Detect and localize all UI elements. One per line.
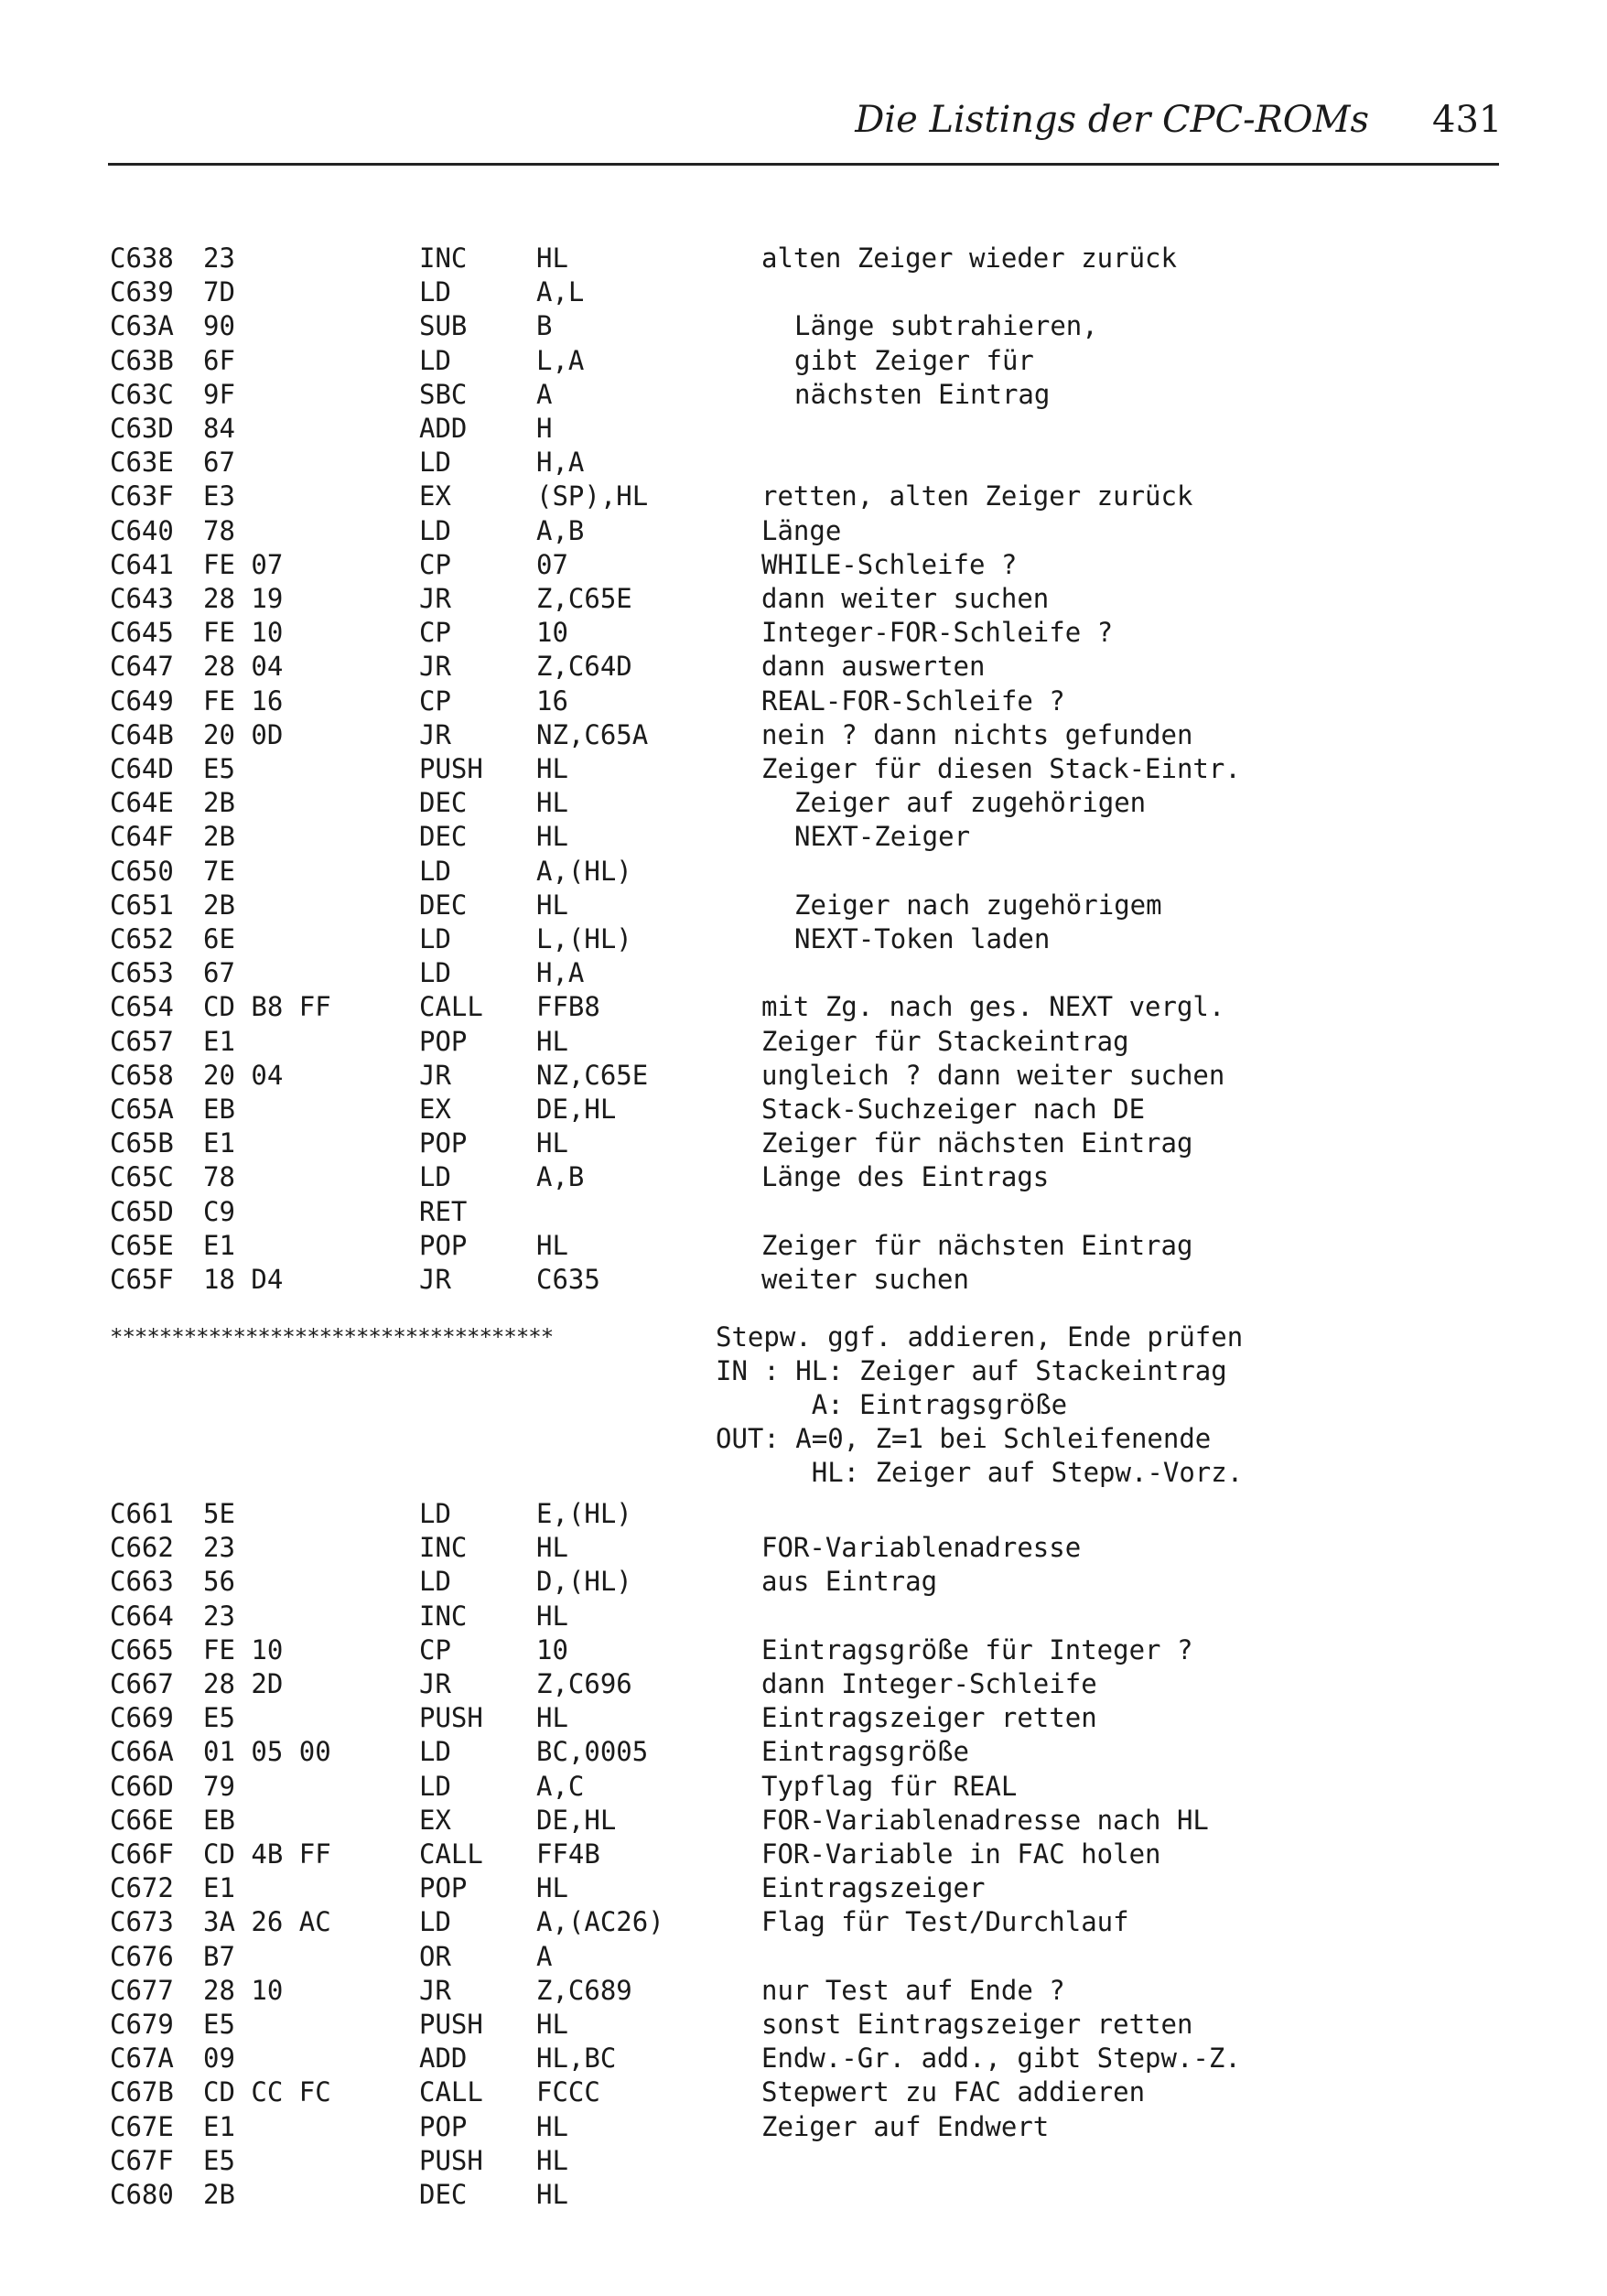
mnemonic: OR — [419, 1940, 451, 1972]
opcode-bytes: 23 — [203, 243, 235, 274]
mnemonic: CP — [419, 1633, 451, 1665]
opcode-bytes: E5 — [203, 1702, 235, 1734]
operand: H — [536, 413, 553, 444]
operand: E,(HL) — [536, 1498, 632, 1529]
address: C639 — [110, 276, 174, 308]
operand: HL — [536, 787, 568, 819]
address: C64B — [110, 718, 174, 750]
address: C667 — [110, 1668, 174, 1699]
opcode-bytes: 2B — [203, 2179, 235, 2210]
comment: Zeiger für nächsten Eintrag — [761, 1229, 1193, 1261]
operand: A,B — [536, 1161, 585, 1193]
mnemonic: LD — [419, 447, 451, 479]
mnemonic: EX — [419, 1094, 451, 1125]
operand: HL — [536, 1532, 568, 1564]
address: C680 — [110, 2179, 174, 2210]
operand: A — [536, 378, 553, 410]
operand: A,(AC26) — [536, 1906, 664, 1938]
address: C657 — [110, 1025, 174, 1057]
mnemonic: DEC — [419, 889, 468, 921]
comment: Endw.-Gr. add., gibt Stepw.-Z. — [761, 2043, 1241, 2075]
comment: REAL-FOR-Schleife ? — [761, 684, 1065, 717]
mnemonic: LD — [419, 923, 451, 954]
address: C64D — [110, 753, 174, 784]
operand: HL — [536, 1600, 568, 1632]
opcode-bytes: 6E — [203, 923, 235, 954]
address: C647 — [110, 651, 174, 683]
operand: FCCC — [536, 2076, 600, 2108]
address: C63F — [110, 480, 174, 512]
comment: Länge des Eintrags — [761, 1161, 1050, 1193]
mnemonic: LD — [419, 1498, 451, 1529]
section-separator-stars: ************************************ — [110, 1324, 554, 1350]
routine-description: Stepw. ggf. addieren, Ende prüfen — [716, 1321, 1244, 1353]
opcode-bytes: 09 — [203, 2043, 235, 2075]
comment: Typflag für REAL — [761, 1770, 1018, 1802]
operand: Z,C696 — [536, 1668, 632, 1699]
address: C673 — [110, 1906, 174, 1938]
comment: Flag für Test/Durchlauf — [761, 1906, 1129, 1938]
operand: H,A — [536, 957, 585, 989]
address: C65E — [110, 1229, 174, 1261]
address: C661 — [110, 1498, 174, 1529]
comment: retten, alten Zeiger zurück — [761, 480, 1193, 512]
opcode-bytes: 2B — [203, 821, 235, 853]
comment: NEXT-Zeiger — [794, 821, 971, 853]
comment: Integer-FOR-Schleife ? — [761, 617, 1114, 649]
opcode-bytes: 78 — [203, 1161, 235, 1193]
comment: Stack-Suchzeiger nach DE — [761, 1094, 1146, 1125]
operand: FF4B — [536, 1838, 600, 1870]
address: C66A — [110, 1736, 174, 1768]
operand: DE,HL — [536, 1094, 617, 1125]
opcode-bytes: 9F — [203, 378, 235, 410]
mnemonic: DEC — [419, 2179, 468, 2210]
address: C63E — [110, 447, 174, 479]
operand: HL — [536, 2144, 568, 2176]
comment: Eintragsgröße für Integer ? — [761, 1633, 1193, 1665]
operand: L,A — [536, 344, 585, 376]
mnemonic: POP — [419, 1025, 468, 1057]
mnemonic: JR — [419, 718, 451, 750]
operand: HL — [536, 1229, 568, 1261]
address: C658 — [110, 1059, 174, 1091]
page-number: 431 — [1432, 99, 1503, 141]
mnemonic: CALL — [419, 991, 483, 1023]
address: C65F — [110, 1264, 174, 1295]
operand: Z,C65E — [536, 583, 632, 614]
mnemonic: JR — [419, 651, 451, 683]
address: C66F — [110, 1838, 174, 1870]
comment: sonst Eintragszeiger retten — [761, 2009, 1193, 2040]
opcode-bytes: C9 — [203, 1195, 235, 1227]
mnemonic: EX — [419, 1804, 451, 1836]
operand: HL — [536, 2179, 568, 2210]
opcode-bytes: 18 D4 — [203, 1264, 284, 1295]
opcode-bytes: FE 07 — [203, 548, 284, 580]
operand: HL — [536, 821, 568, 853]
comment: WHILE-Schleife ? — [761, 548, 1018, 580]
address: C664 — [110, 1600, 174, 1632]
address: C665 — [110, 1633, 174, 1665]
comment: Eintragszeiger — [761, 1872, 986, 1904]
mnemonic: POP — [419, 1229, 468, 1261]
mnemonic: JR — [419, 1974, 451, 2006]
mnemonic: JR — [419, 583, 451, 614]
mnemonic: LD — [419, 276, 451, 308]
opcode-bytes: 67 — [203, 957, 235, 989]
mnemonic: LD — [419, 957, 451, 989]
opcode-bytes: 20 0D — [203, 718, 284, 750]
address: C638 — [110, 243, 174, 274]
comment: Zeiger für diesen Stack-Eintr. — [761, 753, 1241, 784]
address: C643 — [110, 583, 174, 614]
operand: A — [536, 1940, 553, 1972]
comment: Länge — [761, 514, 842, 546]
address: C66D — [110, 1770, 174, 1802]
operand: L,(HL) — [536, 923, 632, 954]
address: C67B — [110, 2076, 174, 2108]
opcode-bytes: E1 — [203, 2110, 235, 2142]
comment: weiter suchen — [761, 1264, 969, 1295]
comment: ungleich ? dann weiter suchen — [761, 1059, 1225, 1091]
address: C650 — [110, 855, 174, 887]
operand: D,(HL) — [536, 1566, 632, 1598]
operand: Z,C64D — [536, 651, 632, 683]
opcode-bytes: 2B — [203, 889, 235, 921]
mnemonic: CP — [419, 548, 451, 580]
mnemonic: JR — [419, 1668, 451, 1699]
mnemonic: LD — [419, 514, 451, 546]
opcode-bytes: E3 — [203, 480, 235, 512]
operand: HL — [536, 1702, 568, 1734]
address: C641 — [110, 548, 174, 580]
opcode-bytes: 3A 26 AC — [203, 1906, 331, 1938]
opcode-bytes: 67 — [203, 447, 235, 479]
comment: dann weiter suchen — [761, 583, 1050, 614]
mnemonic: CP — [419, 617, 451, 649]
mnemonic: POP — [419, 1127, 468, 1159]
operand: HL — [536, 1872, 568, 1904]
opcode-bytes: 79 — [203, 1770, 235, 1802]
comment: aus Eintrag — [761, 1566, 938, 1598]
operand: 10 — [536, 617, 568, 649]
comment: nächsten Eintrag — [794, 378, 1051, 410]
page-header-title: Die Listings der CPC-ROMs — [855, 99, 1369, 141]
operand: B — [536, 310, 553, 342]
operand: HL — [536, 753, 568, 784]
address: C67A — [110, 2043, 174, 2075]
address: C67F — [110, 2144, 174, 2176]
mnemonic: RET — [419, 1195, 468, 1227]
operand: DE,HL — [536, 1804, 617, 1836]
mnemonic: EX — [419, 480, 451, 512]
mnemonic: LD — [419, 344, 451, 376]
operand: A,L — [536, 276, 585, 308]
mnemonic: POP — [419, 2110, 468, 2142]
comment: dann Integer-Schleife — [761, 1668, 1097, 1699]
address: C66E — [110, 1804, 174, 1836]
mnemonic: CALL — [419, 2076, 483, 2108]
mnemonic: CALL — [419, 1838, 483, 1870]
address: C651 — [110, 889, 174, 921]
opcode-bytes: 28 19 — [203, 583, 284, 614]
mnemonic: PUSH — [419, 2144, 483, 2176]
mnemonic: ADD — [419, 413, 468, 444]
comment: Eintragsgröße — [761, 1736, 969, 1768]
address: C672 — [110, 1872, 174, 1904]
address: C676 — [110, 1940, 174, 1972]
opcode-bytes: E5 — [203, 753, 235, 784]
comment: Zeiger nach zugehörigem — [794, 889, 1162, 921]
comment: gibt Zeiger für — [794, 344, 1034, 376]
opcode-bytes: 7D — [203, 276, 235, 308]
address: C65B — [110, 1127, 174, 1159]
mnemonic: LD — [419, 1906, 451, 1938]
opcode-bytes: FE 16 — [203, 684, 284, 717]
mnemonic: PUSH — [419, 1702, 483, 1734]
address: C654 — [110, 991, 174, 1023]
address: C63D — [110, 413, 174, 444]
comment: Stepwert zu FAC addieren — [761, 2076, 1146, 2108]
comment: Zeiger auf zugehörigen — [794, 787, 1147, 819]
address: C663 — [110, 1566, 174, 1598]
comment: nur Test auf Ende ? — [761, 1974, 1065, 2006]
mnemonic: POP — [419, 1872, 468, 1904]
operand: A,(HL) — [536, 855, 632, 887]
mnemonic: LD — [419, 855, 451, 887]
opcode-bytes: 28 04 — [203, 651, 284, 683]
mnemonic: LD — [419, 1566, 451, 1598]
mnemonic: SUB — [419, 310, 468, 342]
comment: alten Zeiger wieder zurück — [761, 243, 1177, 274]
mnemonic: JR — [419, 1264, 451, 1295]
routine-output-spec: OUT: A=0, Z=1 bei Schleifenende — [716, 1423, 1212, 1454]
operand: (SP),HL — [536, 480, 649, 512]
opcode-bytes: E1 — [203, 1127, 235, 1159]
mnemonic: SBC — [419, 378, 468, 410]
comment: Zeiger auf Endwert — [761, 2110, 1050, 2142]
comment: Zeiger für nächsten Eintrag — [761, 1127, 1193, 1159]
operand: A,C — [536, 1770, 585, 1802]
opcode-bytes: E1 — [203, 1229, 235, 1261]
address: C679 — [110, 2009, 174, 2040]
opcode-bytes: B7 — [203, 1940, 235, 1972]
address: C649 — [110, 684, 174, 717]
mnemonic: INC — [419, 1532, 468, 1564]
address: C662 — [110, 1532, 174, 1564]
opcode-bytes: 28 2D — [203, 1668, 284, 1699]
opcode-bytes: EB — [203, 1094, 235, 1125]
opcode-bytes: 56 — [203, 1566, 235, 1598]
comment: FOR-Variablenadresse — [761, 1532, 1082, 1564]
opcode-bytes: E1 — [203, 1872, 235, 1904]
address: C65D — [110, 1195, 174, 1227]
mnemonic: ADD — [419, 2043, 468, 2075]
mnemonic: JR — [419, 1059, 451, 1091]
opcode-bytes: EB — [203, 1804, 235, 1836]
address: C64F — [110, 821, 174, 853]
operand: FFB8 — [536, 991, 600, 1023]
operand: HL — [536, 2009, 568, 2040]
address: C653 — [110, 957, 174, 989]
routine-output-spec-2: HL: Zeiger auf Stepw.-Vorz. — [716, 1457, 1244, 1488]
address: C63C — [110, 378, 174, 410]
opcode-bytes: 84 — [203, 413, 235, 444]
address: C669 — [110, 1702, 174, 1734]
mnemonic: LD — [419, 1161, 451, 1193]
operand: HL — [536, 243, 568, 274]
mnemonic: PUSH — [419, 2009, 483, 2040]
comment: Zeiger für Stackeintrag — [761, 1025, 1129, 1057]
mnemonic: DEC — [419, 821, 468, 853]
opcode-bytes: CD 4B FF — [203, 1838, 331, 1870]
comment: nein ? dann nichts gefunden — [761, 718, 1193, 750]
comment: mit Zg. nach ges. NEXT vergl. — [761, 991, 1225, 1023]
mnemonic: PUSH — [419, 753, 483, 784]
comment: Eintragszeiger retten — [761, 1702, 1097, 1734]
opcode-bytes: FE 10 — [203, 1633, 284, 1665]
opcode-bytes: 5E — [203, 1498, 235, 1529]
address: C65A — [110, 1094, 174, 1125]
opcode-bytes: 01 05 00 — [203, 1736, 331, 1768]
routine-input-spec: IN : HL: Zeiger auf Stackeintrag — [716, 1355, 1227, 1386]
routine-input-spec-2: A: Eintragsgröße — [716, 1389, 1068, 1420]
address: C645 — [110, 617, 174, 649]
operand: NZ,C65A — [536, 718, 649, 750]
address: C677 — [110, 1974, 174, 2006]
opcode-bytes: E5 — [203, 2009, 235, 2040]
operand: A,B — [536, 514, 585, 546]
address: C64E — [110, 787, 174, 819]
operand: Z,C689 — [536, 1974, 632, 2006]
comment: Länge subtrahieren, — [794, 310, 1098, 342]
opcode-bytes: 20 04 — [203, 1059, 284, 1091]
address: C652 — [110, 923, 174, 954]
opcode-bytes: 23 — [203, 1600, 235, 1632]
mnemonic: LD — [419, 1736, 451, 1768]
address: C640 — [110, 514, 174, 546]
operand: C635 — [536, 1264, 600, 1295]
mnemonic: INC — [419, 1600, 468, 1632]
address: C67E — [110, 2110, 174, 2142]
operand: 10 — [536, 1633, 568, 1665]
opcode-bytes: CD CC FC — [203, 2076, 331, 2108]
opcode-bytes: E1 — [203, 1025, 235, 1057]
comment: dann auswerten — [761, 651, 986, 683]
opcode-bytes: 78 — [203, 514, 235, 546]
operand: HL — [536, 889, 568, 921]
opcode-bytes: CD B8 FF — [203, 991, 331, 1023]
operand: 16 — [536, 684, 568, 717]
operand: BC,0005 — [536, 1736, 649, 1768]
opcode-bytes: 23 — [203, 1532, 235, 1564]
mnemonic: DEC — [419, 787, 468, 819]
opcode-bytes: 7E — [203, 855, 235, 887]
opcode-bytes: 28 10 — [203, 1974, 284, 2006]
address: C63A — [110, 310, 174, 342]
opcode-bytes: 6F — [203, 344, 235, 376]
header-rule — [108, 163, 1499, 166]
mnemonic: INC — [419, 243, 468, 274]
operand: HL,BC — [536, 2043, 617, 2075]
operand: H,A — [536, 447, 585, 479]
comment: NEXT-Token laden — [794, 923, 1051, 954]
mnemonic: LD — [419, 1770, 451, 1802]
operand: NZ,C65E — [536, 1059, 649, 1091]
opcode-bytes: 2B — [203, 787, 235, 819]
operand: 07 — [536, 548, 568, 580]
address: C63B — [110, 344, 174, 376]
operand: HL — [536, 1025, 568, 1057]
opcode-bytes: E5 — [203, 2144, 235, 2176]
opcode-bytes: FE 10 — [203, 617, 284, 649]
comment: FOR-Variablenadresse nach HL — [761, 1804, 1209, 1836]
opcode-bytes: 90 — [203, 310, 235, 342]
operand: HL — [536, 1127, 568, 1159]
operand: HL — [536, 2110, 568, 2142]
mnemonic: CP — [419, 684, 451, 717]
comment: FOR-Variable in FAC holen — [761, 1838, 1161, 1870]
address: C65C — [110, 1161, 174, 1193]
